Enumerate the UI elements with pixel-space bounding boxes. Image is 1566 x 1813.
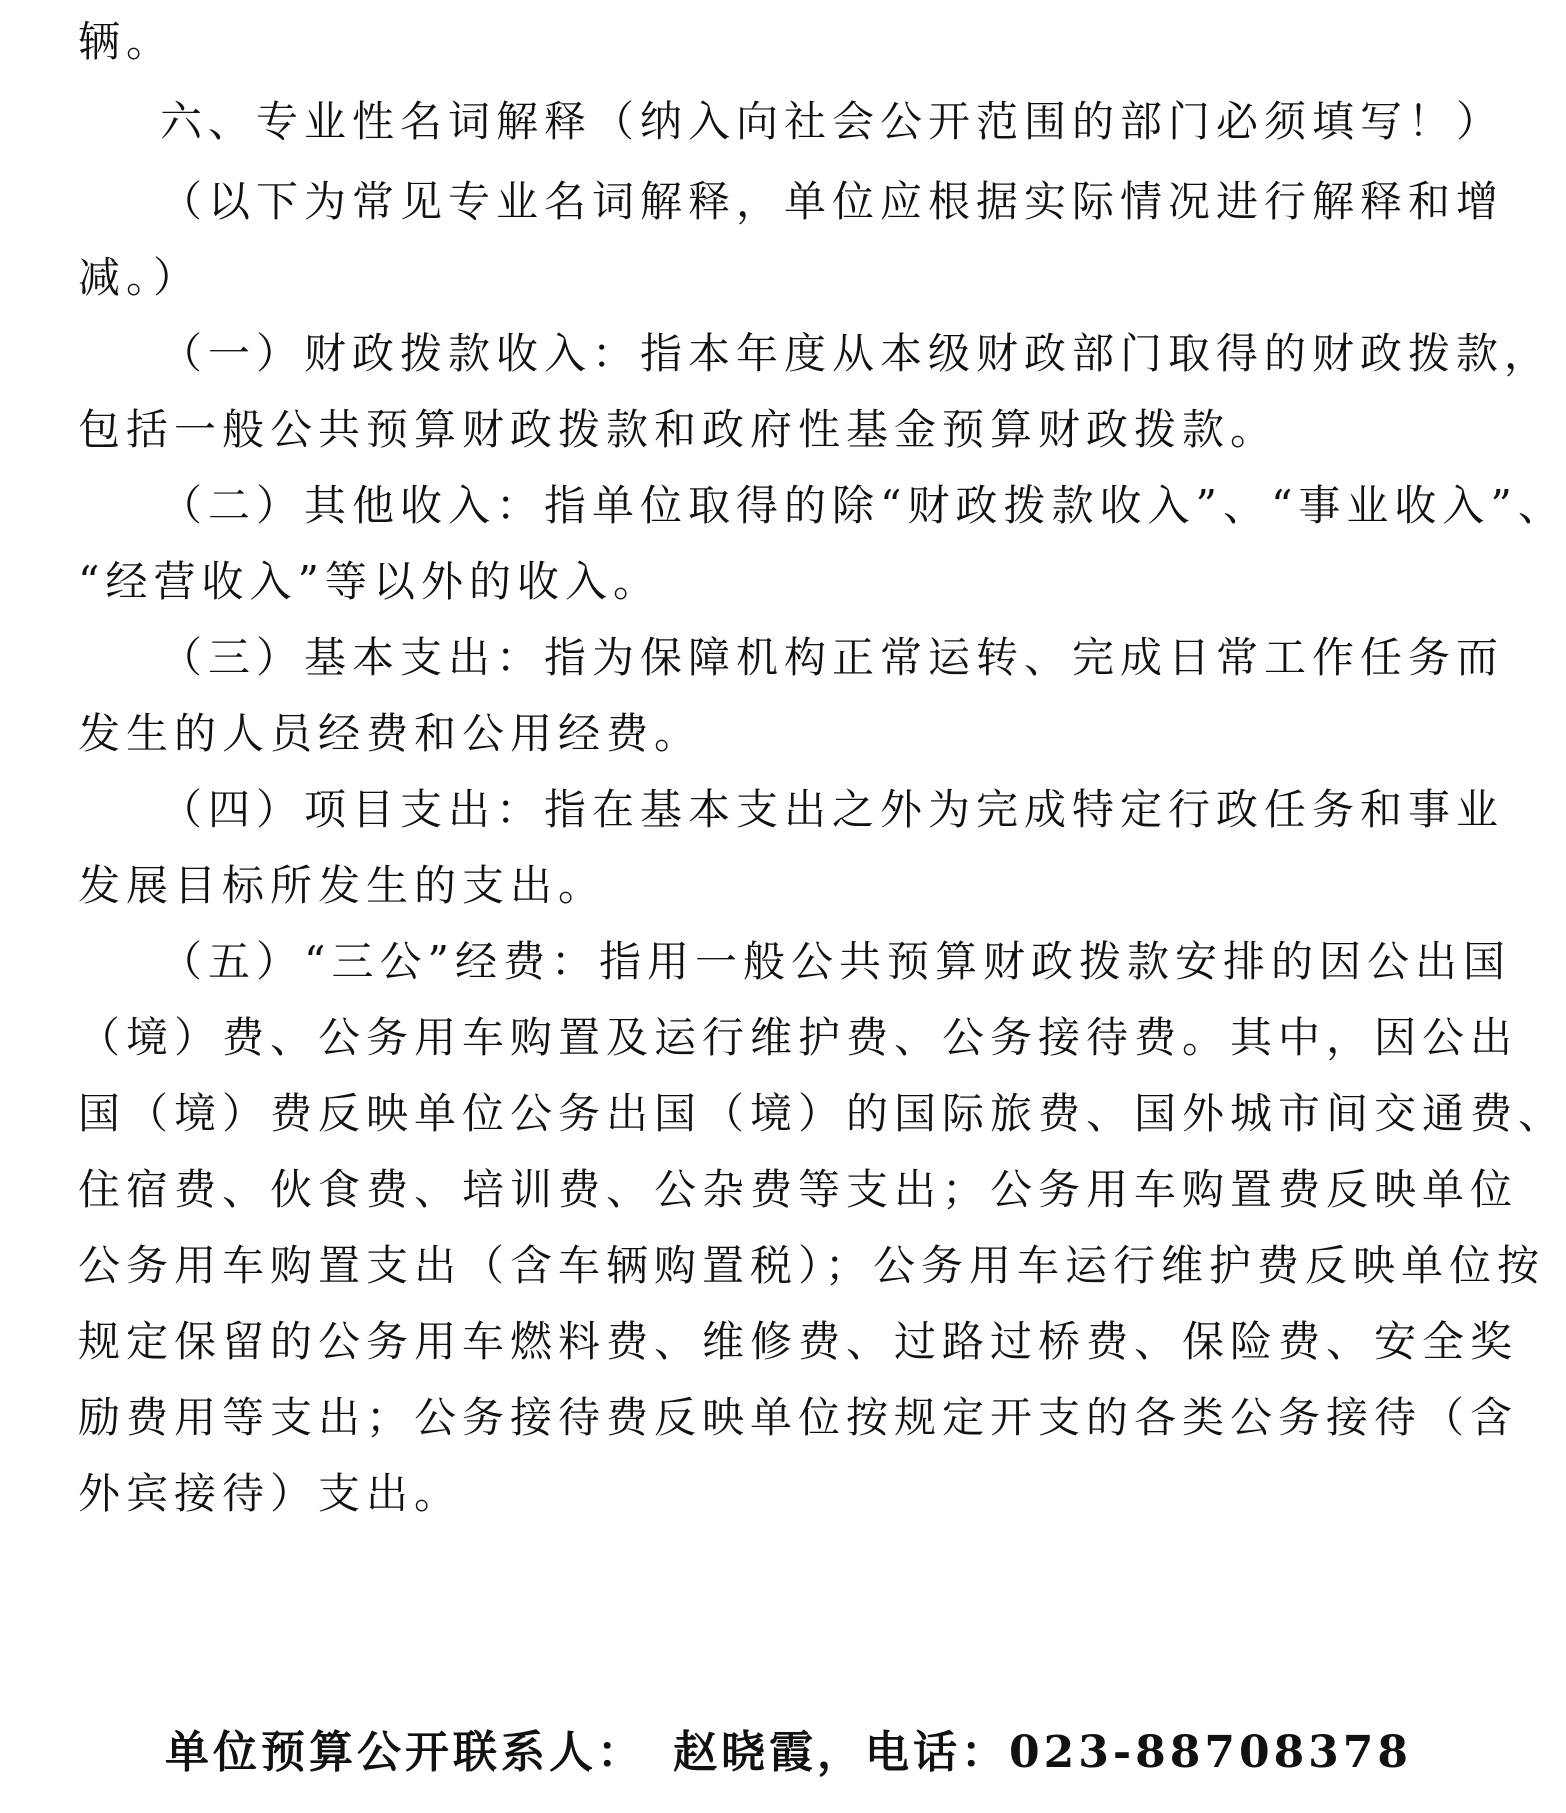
text-line: 外宾接待）支出。 (78, 1469, 463, 1518)
text-line: （三）基本支出：指为保障机构正常运转、完成日常工作任务而 (160, 633, 1505, 682)
phone-number: 023-88708378 (1009, 1727, 1413, 1778)
text-line: 辆。 (78, 17, 175, 66)
text-line: （以下为常见专业名词解释，单位应根据实际情况进行解释和增 (160, 177, 1505, 226)
text-line: 规定保留的公务用车燃料费、维修费、过路过桥费、保险费、安全奖 (78, 1317, 1519, 1366)
text-line: 包括一般公共预算财政拨款和政府性基金预算财政拨款。 (78, 405, 1279, 454)
text-line: “经营收入”等以外的收入。 (78, 557, 661, 606)
text-line: （五）“三公”经费：指用一般公共预算财政拨款安排的因公出国 (160, 937, 1511, 986)
contact-line (165, 1720, 1413, 1786)
text-line: （一）财政拨款收入：指本年度从本级财政部门取得的财政拨款， (160, 329, 1553, 378)
contact-name: 赵晓霞， (673, 1727, 865, 1778)
text-line: （二）其他收入：指单位取得的除“财政拨款收入”、“事业收入”、 (160, 481, 1566, 530)
text-line: 发生的人员经费和公用经费。 (78, 709, 703, 758)
text-line: （四）项目支出：指在基本支出之外为完成特定行政任务和事业 (160, 785, 1505, 834)
contact-label: 单位预算公开联系人： (165, 1727, 645, 1778)
text-line: （境）费、公务用车购置及运行维护费、公务接待费。其中，因公出 (78, 1013, 1519, 1062)
text-line: 住宿费、伙食费、培训费、公杂费等支出；公务用车购置费反映单位 (78, 1165, 1519, 1214)
text-line: 国（境）费反映单位公务出国（境）的国际旅费、国外城市间交通费、 (78, 1089, 1566, 1138)
text-line: 减。） (78, 253, 202, 302)
text-line: 公务用车购置支出（含车辆购置税）；公务用车运行维护费反映单位按 (78, 1241, 1546, 1290)
text-line: 发展目标所发生的支出。 (78, 861, 607, 910)
section-heading: 六、专业性名词解释（纳入向社会公开范围的部门必须填写！） (160, 97, 1505, 146)
text-line: 励费用等支出；公务接待费反映单位按规定开支的各类公务接待（含 (78, 1393, 1519, 1442)
phone-label: 电话： (865, 1727, 1009, 1778)
